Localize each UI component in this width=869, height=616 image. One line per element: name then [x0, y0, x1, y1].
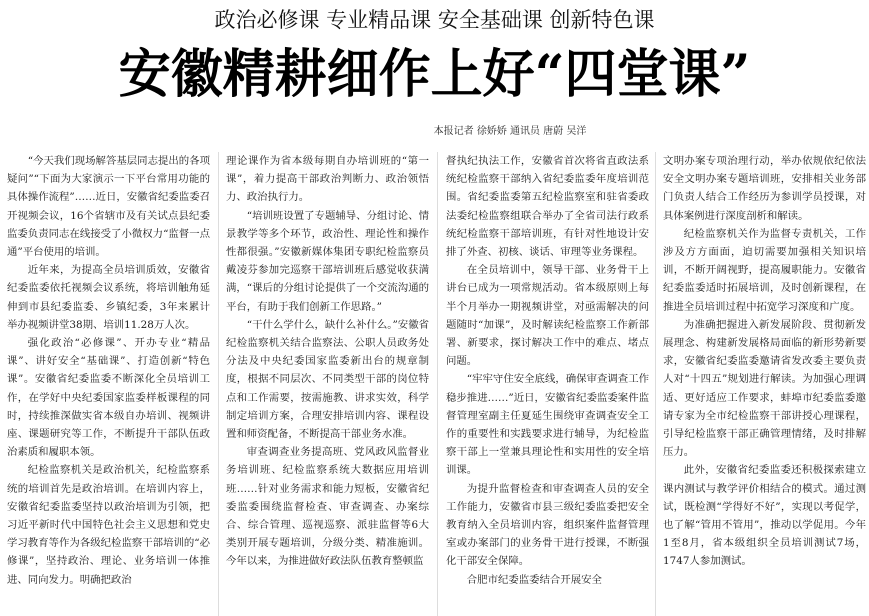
paragraph: 督执纪执法工作，安徽省首次将省直政法系统纪检监察干部纳入省纪委监委年度培训范围。省纪委监委第五纪检监察室和驻省委政法委纪检监察组联合举办了全省司法行政系统纪检监察干部培训班，有针对性地设计安排了外查、初核、谈话、审理等业务课程。 [446, 155, 649, 259]
paragraph: 强化政治“必修课”、开办专业“精品课”、讲好安全“基础课”、打造创新“特色课”。安徽省纪委监委不断深化全员培训工作，在学好中央纪委国家监委样板课程的同时，持续推深做实省本级自办培训、视频讲座、课题研究等工作，不断提升干部队伍政治素质和履职本领。 [7, 337, 210, 459]
article-column-3 [446, 152, 649, 616]
headline: 安徽精耕细作上好“四堂课” [118, 44, 751, 105]
paragraph: 为准确把握进入新发展阶段、贯彻新发展理念、构建新发展格局面临的新形势新要求，安徽省纪委监委邀请省发改委主要负责人对“十四五”规划进行解读。为加强心理调适、更好适应工作要求，蚌埠市纪委监委邀请专家为全市纪检监察干部讲授心理课程，引导纪检监察干部正确管理情绪，及时排解压力。 [663, 318, 866, 459]
article-column-2 [226, 152, 429, 616]
byline: 本报记者 徐娇娇 通讯员 唐蔚 吴洋 [433, 126, 587, 137]
paragraph: “今天我们现场解答基层同志提出的各项疑问”“下面为大家演示一下平台常用功能的具体操作流程”……近日，安徽省纪委监委召开视频会议，16个省辖市及有关试点县纪委监委负责同志在线接受了小微权力“监督一点通”平台使用的培训。 [7, 155, 210, 259]
paragraph: 合肥市纪委监委结合开展安全 [466, 573, 602, 586]
paragraph: 纪检监察机关作为监督专责机关，工作涉及方方面面，迫切需要加强相关知识培训，不断开阔视野，提高履职能力。安徽省纪委监委适时拓展培训，及时创新课程，在推进全员培训过程中拓宽学习深度和广度。 [663, 227, 866, 313]
article-column-4 [663, 152, 866, 616]
column-divider [218, 152, 219, 616]
paragraph: 理论课作为省本级每期自办培训班的“第一课”，着力提高干部政治判断力、政治领悟力、政治执行力。 [226, 155, 429, 204]
paragraph: “牢牢守住安全底线，确保审查调查工作稳步推进……”近日，安徽省纪委监委案件监督管理室副主任夏延生围绕审查调查安全工作的重要性和实践要求进行辅导，为纪检监察干部上一堂兼具理论性和实用性的安全培训课。 [446, 373, 649, 477]
paragraph: “培训班设置了专题辅导、分组讨论、情景教学等多个环节，政治性、理论性和操作性都很强。”安徽新媒体集团专职纪检监察员戴凌芬参加完巡察干部培训班后感觉收获满满，“课后的分组讨论提供了一个交流沟通的平台，有助于我们创新工作思路。” [226, 209, 429, 313]
paragraph: 审查调查业务提高班、党风政风监督业务培训班、纪检监察系统大数据应用培训班……针对业务需求和能力短板，安徽省纪委监委围绕监督检查、审查调查、办案综合、综合管理、巡视巡察、派驻监督等6大类别开展专题培训，分级分类、精准施训。今年以来，为推进做好政法队伍教育整顿监 [226, 446, 429, 568]
paragraph: 近年来，为提高全员培训质效，安徽省纪委监委依托视频会议系统，将培训触角延伸到市县纪委监委、乡镇纪委，3年来累计举办视频讲堂38期、培训11.28万人次。 [7, 264, 210, 331]
paragraph: 纪检监察机关是政治机关，纪检监察系统的培训首先是政治培训。在培训内容上，安徽省纪委监委坚持以政治培训为引领，把习近平新时代中国特色社会主义思想和党史学习教育等作为各级纪检监察干部培训的“必修课”，坚持政治、理论、业务培训一体推进、同向发力。明确把政治 [7, 464, 210, 586]
column-divider [437, 152, 438, 616]
paragraph: 为提升监督检查和审查调查人员的安全工作能力，安徽省市县三级纪委监委把安全教育纳入全员培训内容，组织案件监督管理室或办案部门的业务骨干进行授课，不断强化干部安全保障。 [446, 482, 649, 568]
column-divider [655, 152, 656, 616]
paragraph: “干什么学什么，缺什么补什么。”安徽省纪检监察机关结合监察法、公职人员政务处分法及中央纪委国家监委新出台的规章制度，根据不同层次、不同类型干部的岗位特点和工作需要，按需施教、讲求实效，科学制定培训方案，合理安排培训内容、课程设置和师资配备，不断提高干部业务水准。 [226, 318, 429, 441]
paragraph: 在全员培训中，领导干部、业务骨干上讲台已成为一项常规活动。省本级原则上每半个月举办一期视频讲堂，对亟需解决的问题随时“加课”，及时解读纪检监察工作新部署、新要求，探讨解决工作中的难点、堵点问题。 [446, 264, 649, 368]
paragraph: 此外，安徽省纪委监委还积极探索建立课内测试与教学评价相结合的模式。通过测试，既检测“学得好不好”，实现以考促学，也了解“管用不管用”，推动以学促用。今年1至8月，省本级组织全员培训测试7场，1747人参加测试。 [663, 464, 866, 568]
kicker-line: 政治必修课 专业精品课 安全基础课 创新特色课 [214, 8, 655, 32]
paragraph: 文明办案专项治理行动，举办依规依纪依法安全文明办案专题培训班，安排相关业务部门负责人结合工作经历为参训学员授课，对具体案例进行深度剖析和解读。 [663, 155, 866, 222]
article-column-1 [7, 152, 210, 616]
